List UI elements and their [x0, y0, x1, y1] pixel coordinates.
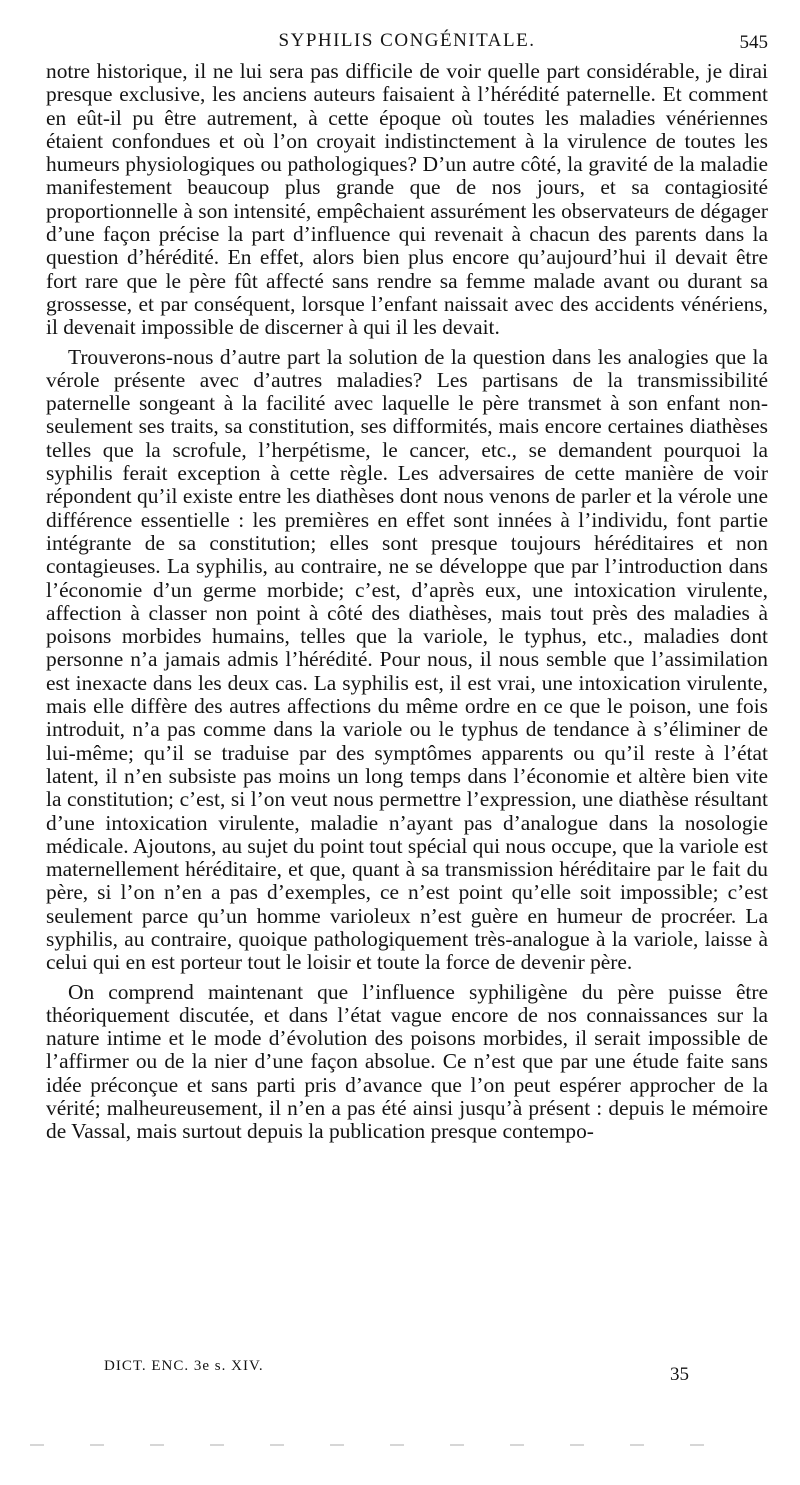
running-head: [46, 30, 768, 58]
scan-bleed-through: [30, 1444, 710, 1446]
signature-mark: 35: [670, 1364, 689, 1385]
paragraph-conclusion: On comprend maintenant que l’influence syphiligène du père puisse être théoriquement discutée, et dans l’état vague encore de nos connaissances sur la nature intime et le mode d’évolution des poisons morbides, il serait impossible de l’affirmer ou de la nier d’une façon absolue. Ce n’est que par une étude faite sans idée préconçue et sans parti pris d’avance que l’on peut espérer approcher de la vérité; malheureusement, il n’en a pas été ainsi jusqu’à présent : depuis le mémoire de Vassal, mais surtout depuis la publication presque contempo-: [46, 979, 768, 1144]
page-footer: [46, 1358, 768, 1388]
footer-reference: DICT. ENC. 3e s. XIV.: [104, 1358, 264, 1374]
body-text: [46, 60, 768, 1150]
paragraph-analogies: Trouverons-nous d’autre part la solution de la question dans les analogies que la vérole présente avec d’autres maladies? Les partisans de la transmissibilité paternelle songeant à la facilité avec laquelle le père transmet à son enfant non-seulement ses traits, sa constitution, ses difformités, mais encore certaines diathèses telles que la scrofule, l’herpétisme, le cancer, etc., se demandent pourquoi la syphilis ferait exception à cette règle. Les adversaires de cette manière de voir répondent qu’il existe entre les diathèses dont nous venons de parler et la vérole une différence essentielle : les premières en effet sont innées à l’individu, font partie intégrante de sa constitution; elles sont presque toujours héréditaires et non contagieuses. La syphilis, au contraire, ne se développe que par l’introduction dans l’économie d’un germe morbide; c’est, d’après eux, une intoxication virulente, affection à classer non point à côté des diathèses, mais tout près des maladies à poisons morbides humains, telles que la variole, le typhus, etc., maladies dont personne n’a jamais admis l’hérédité. Pour nous, il nous semble que l’assimilation est inexacte dans les deux cas. La syphilis est, il est vrai, une intoxication virulente, mais elle diffère des autres affections du même ordre en ce que le poison, une fois introduit, n’a pas comme dans la variole ou le typhus de tendance à s’éliminer de lui-même; qu’il se traduise par des symptômes apparents ou qu’il reste à l’état latent, il n’en subsiste pas moins un long temps dans l’économie et altère bien vite la constitution; c’est, si l’on veut nous permettre l’expression, une diathèse résultant d’une intoxication virulente, maladie n’ayant pas d’analogue dans la nosologie médicale. Ajoutons, au sujet du point tout spécial qui nous occupe, que la variole est maternellement héréditaire, et que, quant à sa transmission héréditaire par le fait du père, si l’on n’en a pas d’exemples, ce n’est point qu’elle soit impossible; c’est seulement parce qu’un homme varioleux n’est guère en humeur de procréer. La syphilis, au contraire, quoique pathologiquement très-analogue à la variole, laisse à celui qui en est porteur tout le loisir et toute la force de devenir père.: [46, 344, 768, 975]
page-number: 545: [739, 32, 768, 53]
paragraph-continuation: notre historique, il ne lui sera pas difficile de voir quelle part considérable, je dirai presque exclusive, les anciens auteurs faisaient à l’hérédité paternelle. Et comment en eût-il pu être autrement, à cette époque où toutes les maladies vénériennes étaient confondues et où l’on croyait indistinctement à la virulence de toutes les humeurs physiologiques ou pathologiques? D’un autre côté, la gravité de la maladie manifestement beaucoup plus grande que de nos jours, et sa contagiosité proportionnelle à son intensité, empêchaient assurément les observateurs de dégager d’une façon précise la part d’influence qui revenait à chacun des parents dans la question d’hérédité. En effet, alors bien plus encore qu’aujourd’hui il devait être fort rare que le père fût affecté sans rendre sa femme malade avant ou durant sa grossesse, et par conséquent, lorsque l’enfant naissait avec des accidents vénériens, il devenait impossible de discerner à qui il les devait.: [46, 59, 768, 340]
running-title: SYPHILIS CONGÉNITALE.: [278, 30, 536, 51]
